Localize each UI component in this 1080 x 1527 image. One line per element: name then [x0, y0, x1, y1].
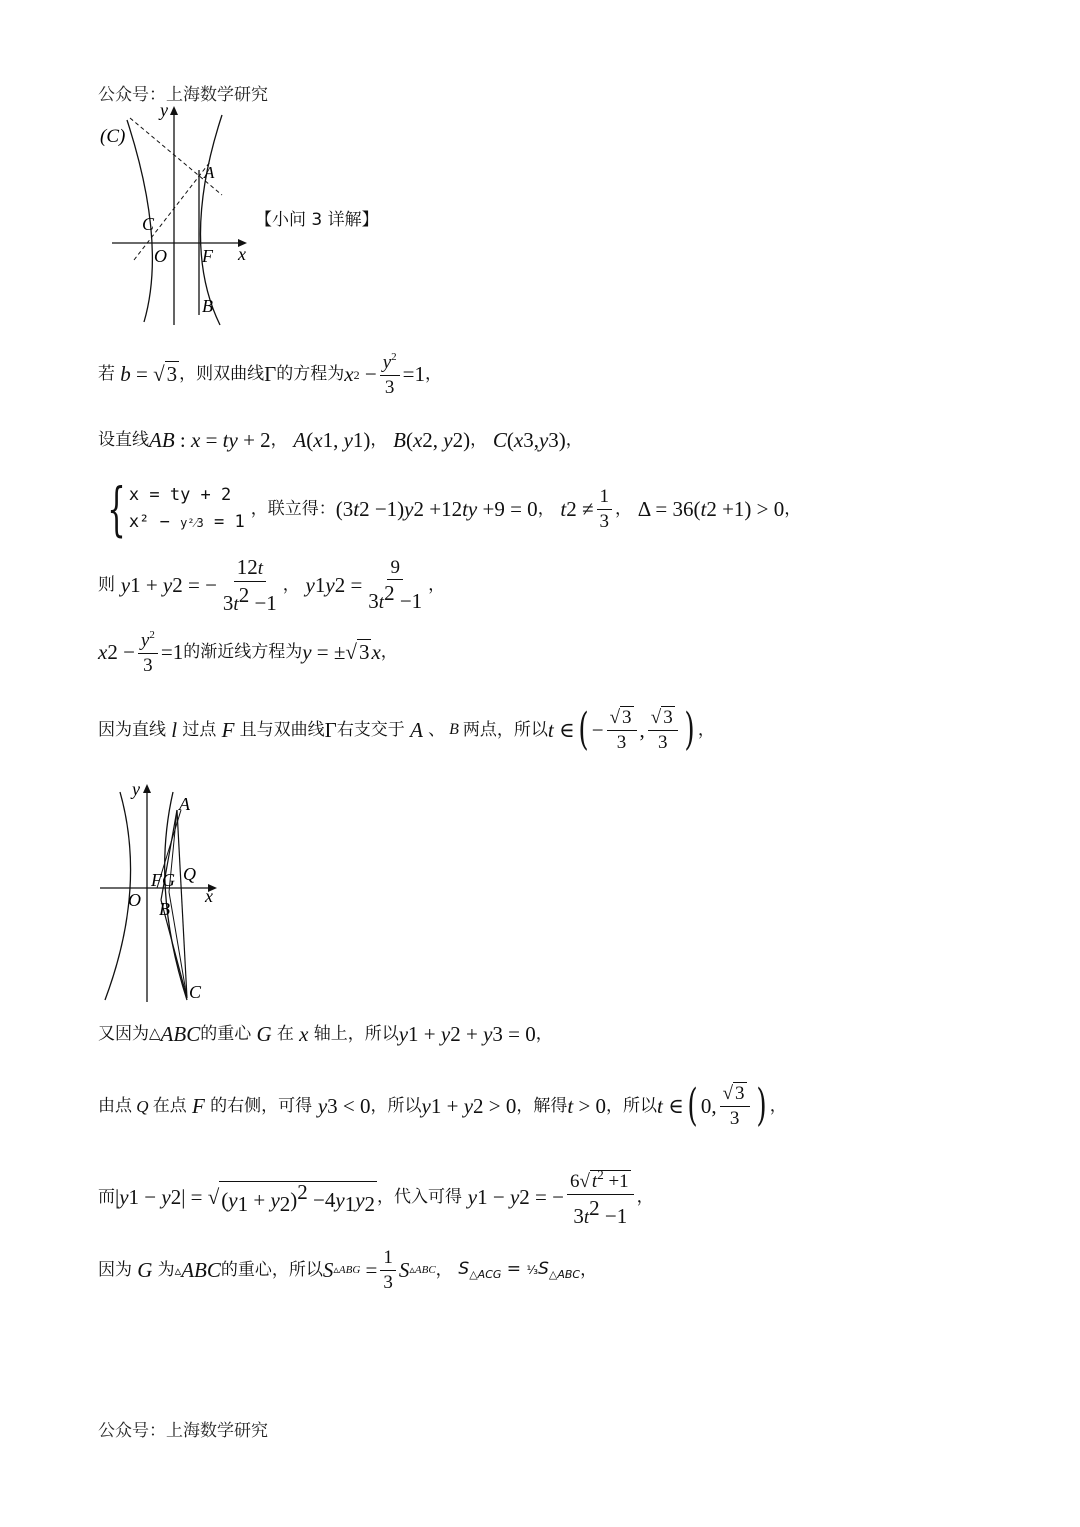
line-7: 又因为 △ ABC 的重心 G 在 x 轴上，所以 y 1 + y 2 + y 3 = 0 ，	[98, 1022, 553, 1046]
hyperbola-figure-1	[92, 100, 262, 330]
fig1-label-A: A	[204, 163, 215, 182]
page-header: 公众号：上海数学研究	[98, 85, 268, 105]
fig1-label-C-paren: (C)	[100, 126, 126, 147]
fig2-label-x: x	[205, 886, 213, 906]
line-6: 因为直线 l 过点 F 且与双曲线 Γ 右支交于 A 、 B 两点，所以 t ∈ ( − $\frac{√ 3}{3}$ , $\frac{√ 3}{3}$ ) ，	[98, 704, 715, 756]
fig2-label-FG: FG	[151, 870, 175, 890]
fig1-label-O: O	[154, 246, 167, 266]
fig1-label-F: F	[202, 246, 213, 266]
line-3: { x = ty + 2 x² − y²⁄3 = 1 ，联立得： (3 t 2 −1) y 2 +12 ty +9 = 0 ， t 2 ≠ $\frac{1}{3}$ ， Δ = 36( t 2 +1) > 0 ，	[107, 475, 802, 543]
fig2-label-C: C	[189, 982, 202, 1002]
fig2-label-A: A	[179, 794, 190, 814]
section-title: 【小问 3 详解】	[255, 210, 379, 230]
line-10: 因为 G 为 ▵ ABC 的重心，所以 S ▵ABG = $\frac{1}{3}$ S ▵ABC ， $S_{\triangle ACG}$ = $^1⁄_3S_{\triangle ABC}$ ，	[98, 1247, 598, 1293]
fig2-label-Q: Q	[183, 864, 196, 884]
page-footer: 公众号：上海数学研究	[98, 1421, 268, 1441]
fig2-label-y: y	[132, 780, 140, 799]
line-8: 由点 Q 在点 F 的右侧，可得 y 3 < 0 ，所以 y 1 + y 2 > 0 ，解得 t > 0 ，所以 t ∈ ( 0, $\frac{√ 3}{3}$ ) ，	[98, 1080, 787, 1132]
fig1-label-x: x	[238, 244, 246, 264]
fig1-label-B: B	[202, 296, 213, 316]
line-9: 而 | y 1 − y 2 | = √ $(y_1 + y_2)^2 -4y_1y_2$ ，代入可得 y 1 − y 2 = − $\frac{6√ t^2 +1}{3t^2 -1}$ ，	[98, 1167, 654, 1228]
fig2-label-B: B	[159, 899, 170, 919]
line-1: 若 b = √3 ，则双曲线 Γ 的方程为 x 2 − $\frac{y^2}{3}$ =1 ，	[98, 351, 442, 398]
fig1-label-y: y	[160, 100, 168, 120]
fig1-label-C: C	[142, 214, 155, 234]
line-2: 设直线 AB : x = ty + 2 ， A ( x 1 , y 1 ) ， B ( x 2 , y 2 ) ， C ( x 3 , y 3 ) ，	[98, 428, 583, 452]
fig2-label-O: O	[128, 890, 141, 910]
hyperbola-figure-2	[95, 780, 225, 1005]
line-4: 则 y 1 + y 2 = − $\frac{12t}{3t^2 -1}$ ， y 1 y 2 = $\frac{9}{3t^2 -1}$ ，	[98, 555, 446, 615]
line-5: x 2 − $\frac{y^2}{3}$ =1 的渐近线方程为 y = ±√3 x ，	[98, 629, 398, 676]
